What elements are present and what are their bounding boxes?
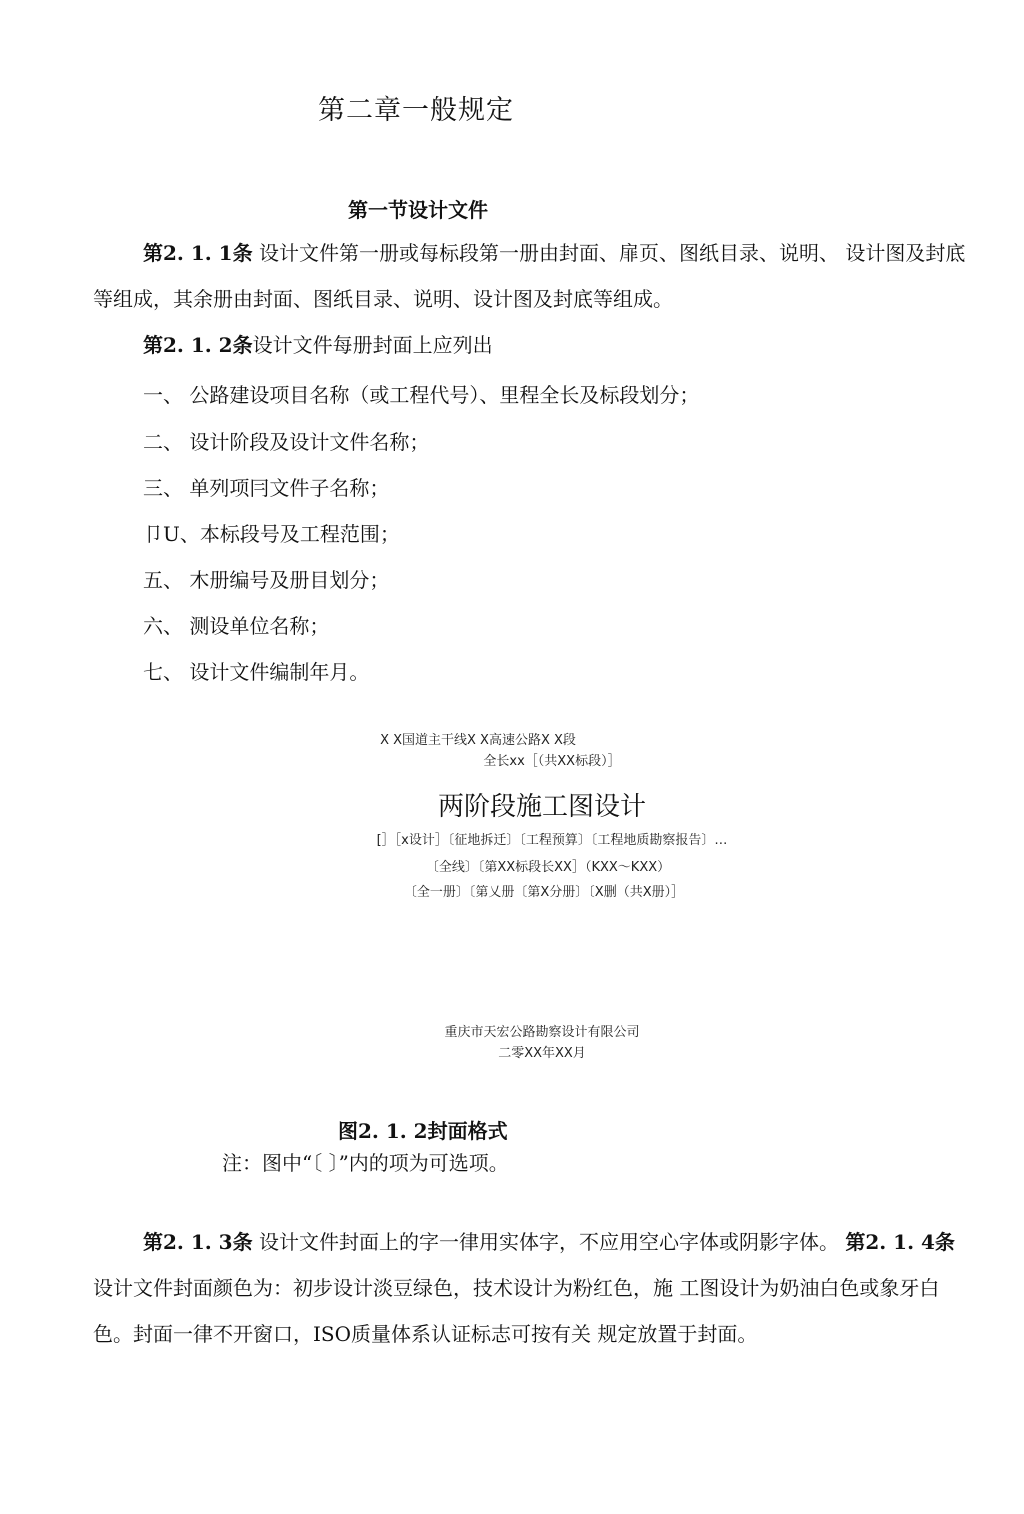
article-text: 设计文件每册封面上应列出: [252, 333, 493, 357]
chapter-title: 第二章一般规定: [318, 95, 514, 126]
article-text: 设计文件封面颜色为：初步设计淡豆绿色，技术设计为粉红色，施 工图设计为奶油白色或象牙白色。封面一律不开窗口，ISO质量体系认证标志可按有关 规定放置于封面。: [93, 1276, 940, 1346]
list-item: 三、 单列项冃文件子名称；: [143, 476, 390, 500]
list-item: 卩U、本标段号及工程范围；: [143, 522, 400, 546]
cover-project-line: X X国道主干线X X高速公路X X段: [380, 733, 576, 748]
list-item: 五、 木册编号及册目划分；: [143, 568, 390, 592]
figure-caption: 图2. 1. 2封面格式: [338, 1119, 508, 1143]
article-text: 设计文件封面上的字一律用实体字，不应用空心字体或阴影字体。: [252, 1230, 846, 1254]
article-number: 第2. 1. 2条: [143, 333, 253, 357]
article-number: 第2. 1. 4条: [845, 1230, 955, 1254]
cover-range-line: 〔全线〕〔第XX标段长XX］（KXX〜KXX）: [425, 860, 671, 875]
cover-date: 二零XX年XX月: [498, 1046, 586, 1061]
article-text: 设计文件第一册或每标段第一册由封面、扉页、图纸目录、说明、 设计图及封底等组成，其余册由封面、图纸目录、说明、设计图及封底等组成。: [93, 241, 966, 311]
list-item: 一、 公路建设项目名称（或工程代号）、里程全长及标段划分；: [143, 383, 700, 407]
cover-options-line: [］［x设计］〔征地拆迁〕〔工程预算〕〔工程地质勘察报告〕…: [376, 833, 728, 848]
article-2-1-1: [93, 230, 973, 322]
cover-main-title: 两阶段施工图设计: [437, 792, 646, 822]
section-title: 第一节设计文件: [348, 198, 488, 222]
cover-volume-line: 〔全一册〕〔第乂册〔第X分册〕〔X删（共X册）］: [403, 885, 685, 900]
article-2-1-3-4: [93, 1219, 973, 1357]
article-number: 第2. 1. 3条: [143, 1230, 253, 1254]
article-number: 第2. 1. 1条: [143, 241, 253, 265]
article-2-1-2: [93, 322, 973, 368]
list-item: 七、 设计文件编制年月。: [143, 660, 370, 684]
figure-note: 注：图中“〔 〕”内的项为可选项。: [222, 1151, 509, 1175]
cover-company: 重庆市天宏公路勘察设计有限公司: [444, 1025, 640, 1040]
cover-length-line: 全长xx［（共XX标段）］: [483, 754, 621, 769]
list-item: 二、 设计阶段及设计文件名称；: [143, 430, 430, 454]
list-item: 六、 测设单位名称；: [143, 614, 330, 638]
